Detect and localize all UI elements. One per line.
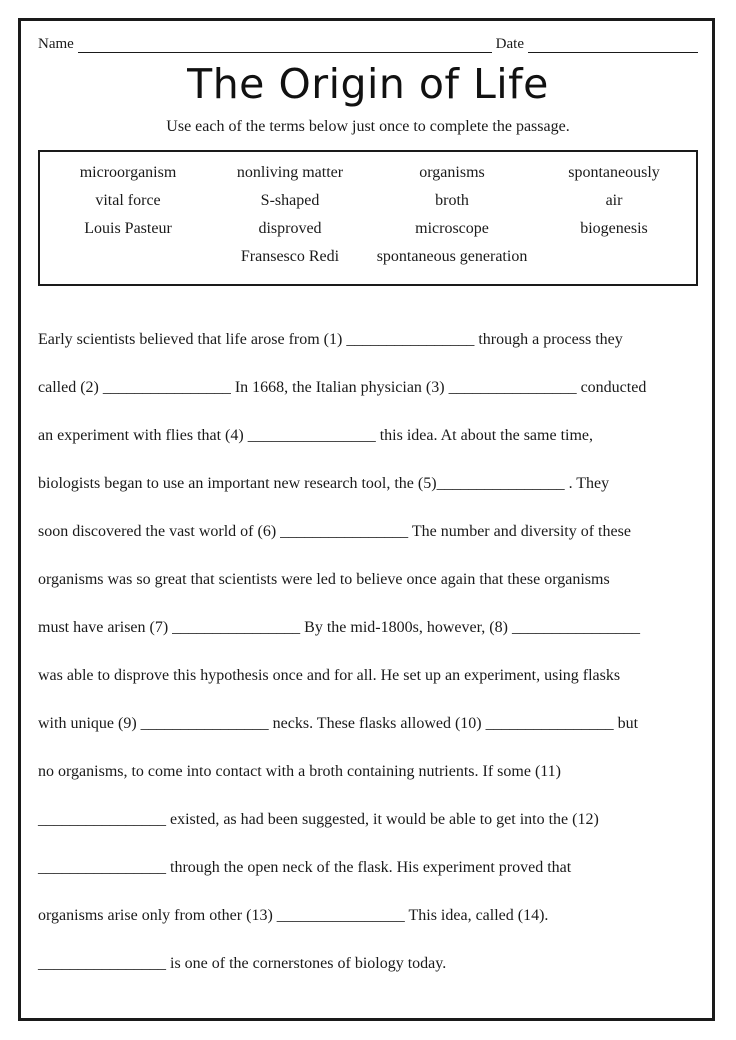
word-bank-empty-cell	[46, 248, 210, 276]
passage-line: ________________ is one of the cornerstones of biology today.	[38, 955, 447, 972]
passage-line: must have arisen (7) ________________ By the mid-1800s, however, (8) ________________	[38, 619, 640, 636]
word-bank-term: microorganism	[79, 164, 177, 181]
passage	[38, 328, 698, 1000]
passage-line: was able to disprove this hypothesis once and for all. He set up an experiment, using flasks	[38, 667, 621, 684]
word-bank-term: biogenesis	[580, 220, 648, 237]
word-bank-empty-cell	[534, 248, 694, 276]
word-bank-term: organisms	[419, 164, 485, 181]
word-bank-term: S-shaped	[260, 192, 320, 209]
passage-line: ________________ through the open neck of the flask. His experiment proved that	[38, 859, 572, 876]
instructions: Use each of the terms below just once to complete the passage.	[166, 118, 570, 135]
name-field[interactable]	[78, 38, 492, 53]
passage-line: organisms arise only from other (13) ________________ This idea, called (14).	[38, 907, 549, 924]
word-bank-term: air	[605, 192, 623, 209]
word-bank-term: microscope	[415, 220, 489, 237]
word-bank-term: nonliving matter	[236, 164, 344, 181]
passage-line: an experiment with flies that (4) ________________ this idea. At about the same time,	[38, 427, 593, 444]
date-label: Date	[495, 36, 524, 52]
passage-line: organisms was so great that scientists were led to believe once again that these organisms	[38, 571, 610, 588]
word-bank-term: disproved	[258, 220, 322, 237]
passage-line: Early scientists believed that life arose from (1) ________________ through a process they	[38, 331, 623, 348]
worksheet-title: The Origin of Life	[187, 60, 549, 108]
passage-line: ________________ existed, as had been suggested, it would be able to get into the (12)	[38, 811, 599, 828]
word-bank-grid	[46, 164, 694, 276]
passage-line: soon discovered the vast world of (6) ________________ The number and diversity of these	[38, 523, 631, 540]
passage-line: with unique (9) ________________ necks. These flasks allowed (10) ________________ but	[38, 715, 639, 732]
word-bank-term: Louis Pasteur	[84, 220, 172, 237]
passage-line: biologists began to use an important new research tool, the (5)________________ . They	[38, 475, 610, 492]
word-bank	[38, 150, 698, 286]
word-bank-term: spontaneous generation	[376, 248, 528, 265]
word-bank-term: vital force	[95, 192, 161, 209]
date-field[interactable]	[528, 38, 698, 53]
word-bank-term: Fransesco Redi	[240, 248, 340, 265]
word-bank-term: broth	[435, 192, 469, 209]
header-line	[38, 36, 698, 53]
word-bank-term: spontaneously	[568, 164, 660, 181]
passage-line: called (2) ________________ In 1668, the Italian physician (3) ________________ conducted	[38, 379, 647, 396]
name-label: Name	[38, 36, 74, 52]
passage-line: no organisms, to come into contact with a broth containing nutrients. If some (11)	[38, 763, 562, 780]
